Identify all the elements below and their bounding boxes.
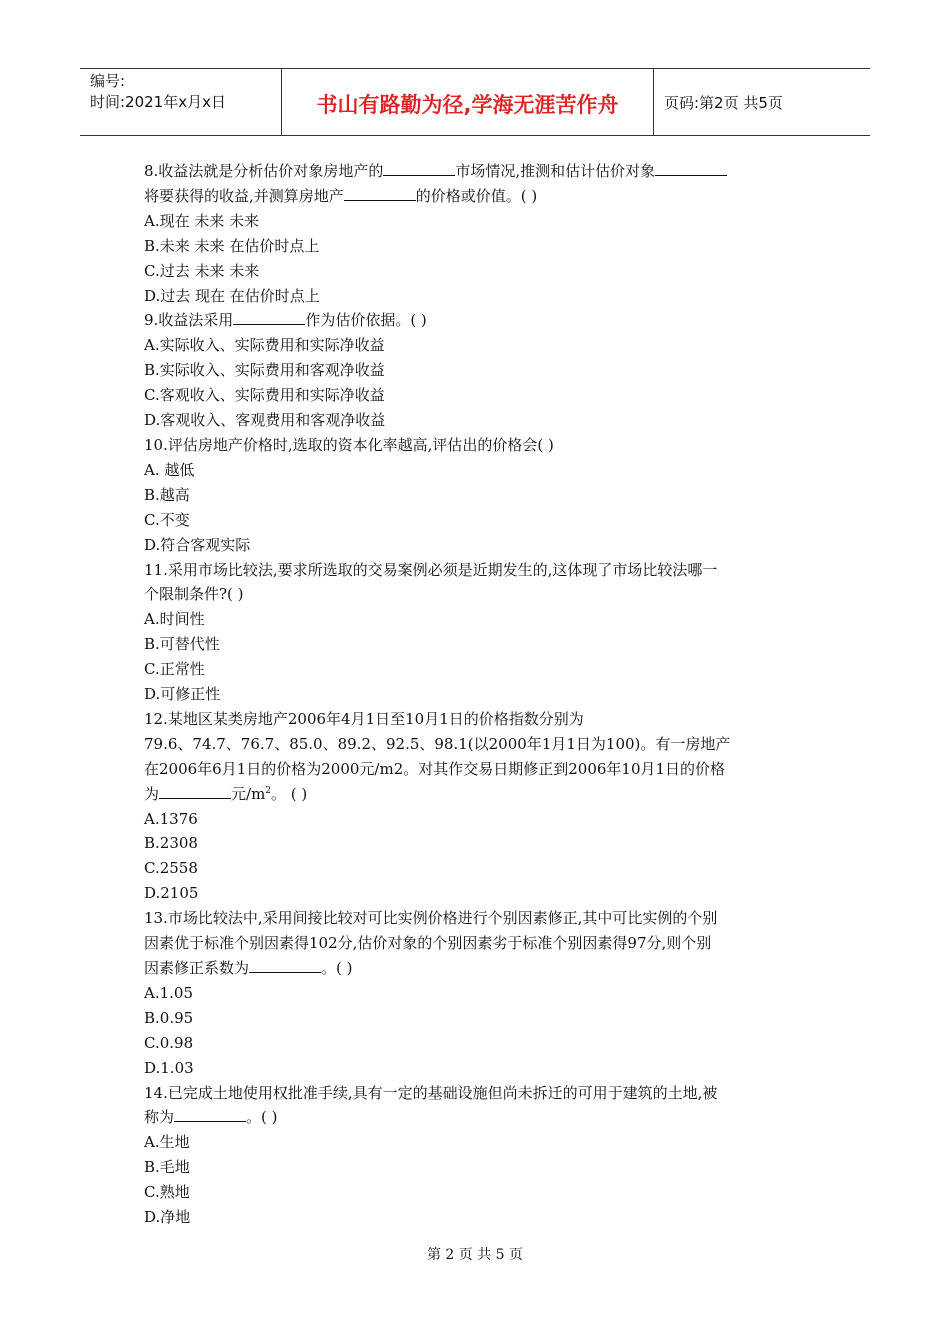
question-14-option-b: B.毛地: [144, 1158, 190, 1177]
question-13-stem: 13.市场比较法中,采用间接比较对可比实例价格进行个别因素修正,其中可比实例的个别: [144, 909, 718, 928]
question-8-option-c: C.过去 未来 未来: [144, 261, 260, 280]
question-9-option-c: C.客观收入、实际费用和实际净收益: [144, 386, 385, 405]
question-12-option-b: B.2308: [144, 834, 198, 853]
question-10-option-d: D.符合客观实际: [144, 535, 251, 554]
answer-blank: [159, 784, 231, 799]
question-9-option-d: D.客观收入、客观费用和客观净收益: [144, 411, 386, 430]
question-12-stem-cont: 在2006年6月1日的价格为2000元/m2。对其作交易日期修正到2006年10月1日的价格: [144, 759, 726, 778]
question-11-option-d: D.可修正性: [144, 685, 221, 704]
question-13-option-a: A.1.05: [144, 983, 193, 1002]
question-10-option-a: A. 越低: [144, 460, 195, 479]
question-12-stem: 12.某地区某类房地产2006年4月1日至10月1日的价格指数分别为: [144, 709, 584, 728]
question-11-option-b: B.可替代性: [144, 635, 220, 654]
answer-blank: [174, 1107, 246, 1122]
question-10-option-c: C.不变: [144, 510, 190, 529]
question-8-stem: 8.收益法就是分析估价对象房地产的 市场情况,推测和估计估价对象: [144, 159, 812, 184]
question-9-option-a: A.实际收入、实际费用和实际净收益: [144, 336, 385, 355]
question-8-option-d: D.过去 现在 在估价时点上: [144, 286, 320, 305]
document-number-label: 编号:: [90, 72, 126, 90]
question-13-stem-cont: 因素修正系数为 。( ): [144, 959, 353, 977]
question-11-stem-cont: 个限制条件?( ): [144, 585, 244, 604]
question-11-option-c: C.正常性: [144, 660, 205, 679]
header-motto: 书山有路勤为径,学海无涯苦作舟: [282, 69, 654, 135]
question-14-option-a: A.生地: [144, 1133, 190, 1152]
question-8-option-a: A.现在 未来 未来: [144, 211, 260, 230]
question-14-option-d: D.净地: [144, 1208, 191, 1227]
document-time: 时间:2021年x月x日: [90, 93, 226, 111]
question-10-option-b: B.越高: [144, 485, 190, 504]
answer-blank: [249, 958, 321, 973]
question-12-stem-cont: 79.6、74.7、76.7、85.0、89.2、92.5、98.1(以2000年1月1日为100)。有一房地产: [144, 734, 731, 753]
question-9-option-b: B.实际收入、实际费用和客观净收益: [144, 361, 385, 380]
question-10-stem: 10.评估房地产价格时,选取的资本化率越高,评估出的价格会( ): [144, 435, 554, 454]
header-meta: [80, 69, 282, 135]
question-12-stem-cont: 为 元$/m^2$。 ( ): [144, 784, 308, 803]
page-header: [80, 68, 870, 136]
page-footer: 第 2 页 共 5 页: [426, 1247, 524, 1263]
answer-blank: [344, 186, 416, 201]
answer-blank: [383, 161, 455, 176]
question-14-option-c: C.熟地: [144, 1183, 190, 1202]
question-8-option-b: B.未来 未来 在估价时点上: [144, 236, 320, 255]
question-9-stem: 9.收益法采用 作为估价依据。( ): [144, 311, 427, 330]
question-13-option-b: B.0.95: [144, 1008, 194, 1027]
answer-blank: [655, 161, 727, 176]
question-13-option-c: C.0.98: [144, 1033, 194, 1052]
question-12-option-d: D.2105: [144, 884, 199, 903]
question-14-stem: 14.已完成土地使用权批准手续,具有一定的基础设施但尚未拆迁的可用于建筑的土地,被: [144, 1083, 718, 1102]
question-12-option-c: C.2558: [144, 859, 198, 878]
question-14-stem-cont: 称为 。( ): [144, 1108, 278, 1127]
answer-blank: [233, 310, 305, 325]
question-11-option-a: A.时间性: [144, 610, 205, 629]
question-8-stem-cont: 将要获得的收益,并测算房地产 的价格或价值。( ): [144, 186, 538, 205]
header-page-info: 页码:第2页 共5页: [664, 93, 783, 112]
question-13-option-d: D.1.03: [144, 1058, 194, 1077]
question-13-stem-cont: 因素优于标准个别因素得102分,估价对象的个别因素劣于标准个别因素得97分,则个别: [144, 934, 712, 953]
question-list: [144, 159, 812, 1230]
question-11-stem: 11.采用市场比较法,要求所选取的交易案例必须是近期发生的,这体现了市场比较法哪一: [144, 560, 718, 579]
question-12-option-a: A.1376: [144, 809, 198, 828]
